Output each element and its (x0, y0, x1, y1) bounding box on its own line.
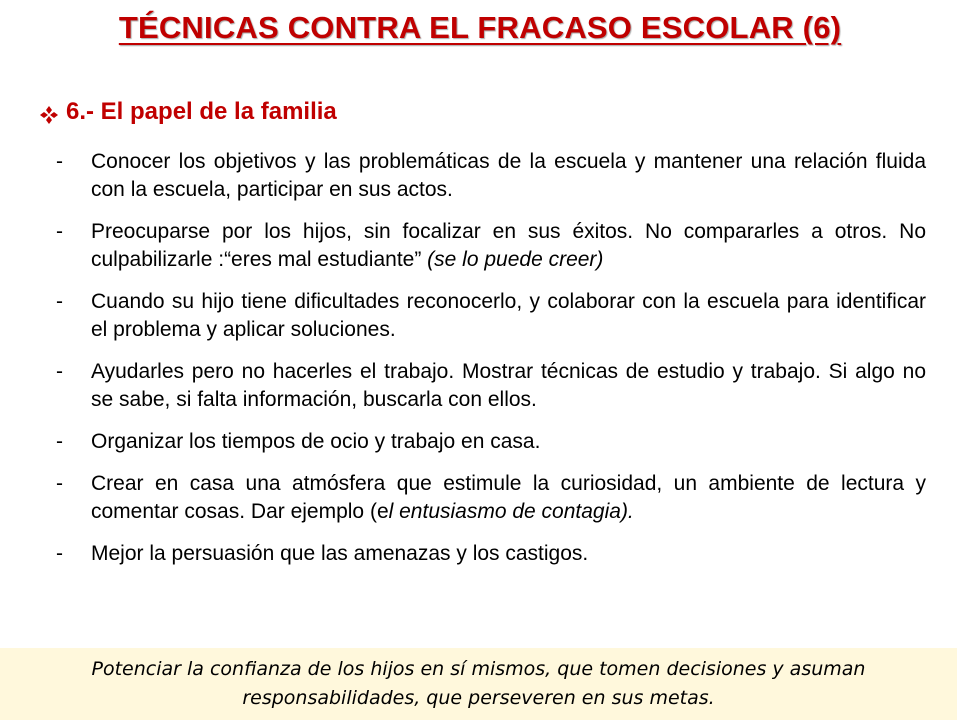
item-text: Cuando su hijo tiene dificultades reconocerlo, y colaborar con la escuela para identificar el problema y aplicar soluciones. (91, 290, 926, 341)
dash-marker: - (56, 542, 63, 565)
diamond-bullet-icon (40, 103, 58, 121)
dash-marker: - (56, 220, 63, 243)
item-text: Organizar los tiempos de ocio y trabajo en casa. (91, 430, 541, 453)
slide-title: TÉCNICAS CONTRA EL FRACASO ESCOLAR (6) (118, 10, 842, 45)
dash-marker: - (56, 360, 63, 383)
item-text: Crear en casa una atmósfera que estimule la curiosidad, un ambiente de lectura y comentar cosas. Dar ejemplo (e (91, 472, 926, 523)
item-text: Mejor la persuasión que las amenazas y los castigos. (91, 542, 589, 565)
dash-marker: - (56, 430, 63, 453)
dash-marker: - (56, 290, 63, 313)
list-item (56, 540, 926, 568)
item-text: Conocer los objetivos y las problemáticas de la escuela y mantener una relación fluida con la escuela, participar en sus actos. (91, 150, 926, 201)
advice-list (56, 148, 926, 582)
list-item (56, 288, 926, 344)
dash-marker: - (56, 150, 63, 173)
footer-note: Potenciar la confianza de los hijos en sí mismos, que tomen decisiones y asuman responsabilidades, que perseveren en sus metas. (91, 658, 866, 709)
list-item (56, 358, 926, 414)
item-emphasis: (se lo puede creer) (421, 248, 604, 271)
list-item (56, 470, 926, 526)
list-item (56, 428, 926, 456)
section-heading-text: 6.- El papel de la familia (66, 98, 337, 125)
item-emphasis: l entusiasmo de contagia). (388, 500, 634, 523)
item-text: Ayudarles pero no hacerles el trabajo. Mostrar técnicas de estudio y trabajo. Si algo no se sabe, si falta información, buscarla con ellos. (91, 360, 926, 411)
footer-note-box (0, 648, 957, 720)
list-item (56, 218, 926, 274)
list-item (56, 148, 926, 204)
section-heading (40, 98, 337, 126)
dash-marker: - (56, 472, 63, 495)
item-text: Preocuparse por los hijos, sin focalizar en sus éxitos. No compararles a otros. No culpabilizarle :“eres mal estudiante” (91, 220, 926, 271)
